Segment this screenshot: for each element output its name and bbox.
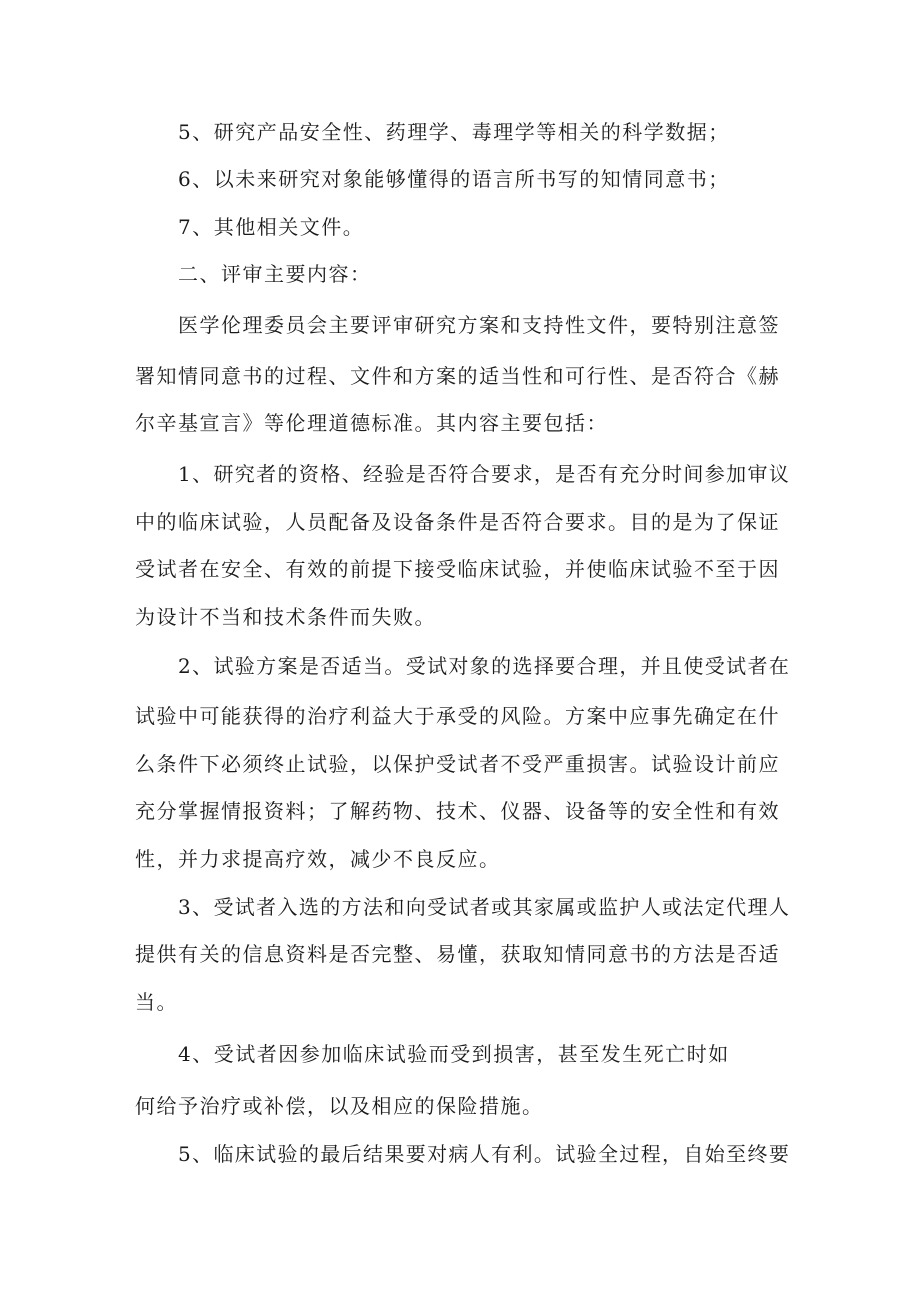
text-line: 当。 bbox=[135, 990, 178, 1014]
text-line: 4、受试者因参加临床试验而受到损害，甚至发生死亡时如 bbox=[178, 1042, 730, 1066]
text-line: 5、研究产品安全性、药理学、毒理学等相关的科学数据； bbox=[178, 120, 730, 144]
text-line: 7、其他相关文件。 bbox=[178, 215, 365, 239]
text-line: 尔辛基宣言》等伦理道德标准。其内容主要包括： bbox=[135, 411, 608, 435]
text-line: 1、研究者的资格、经验是否符合要求，是否有充分时间参加审议 bbox=[178, 462, 791, 486]
text-line: 为设计不当和技术条件而失败。 bbox=[135, 605, 436, 629]
text-line: 提供有关的信息资料是否完整、易懂，获取知情同意书的方法是否适 bbox=[135, 942, 780, 966]
text-line: 6、以未来研究对象能够懂得的语言所书写的知情同意书； bbox=[178, 167, 730, 191]
text-line: 中的临床试验，人员配备及设备条件是否符合要求。目的是为了保证 bbox=[135, 510, 780, 534]
text-line: 医学伦理委员会主要评审研究方案和支持性文件，要特别注意签 bbox=[178, 313, 780, 337]
text-line: 2、试验方案是否适当。受试对象的选择要合理，并且使受试者在 bbox=[178, 654, 791, 678]
text-line: 5、临床试验的最后结果要对病人有利。试验全过程，自始至终要 bbox=[178, 1142, 791, 1166]
text-line: 么条件下必须终止试验，以保护受试者不受严重损害。试验设计前应 bbox=[135, 752, 780, 776]
text-line: 性，并力求提高疗效，减少不良反应。 bbox=[135, 847, 501, 871]
text-line: 署知情同意书的过程、文件和方案的适当性和可行性、是否符合《赫 bbox=[135, 364, 780, 388]
section-heading: 二、评审主要内容： bbox=[178, 262, 372, 286]
text-line: 3、受试者入选的方法和向受试者或其家属或监护人或法定代理人 bbox=[178, 895, 791, 919]
text-line: 受试者在安全、有效的前提下接受临床试验，并使临床试验不至于因 bbox=[135, 557, 780, 581]
text-line: 充分掌握情报资料；了解药物、技术、仪器、设备等的安全性和有效 bbox=[135, 799, 780, 823]
text-line: 试验中可能获得的治疗利益大于承受的风险。方案中应事先确定在什 bbox=[135, 704, 780, 728]
text-line: 何给予治疗或补偿，以及相应的保险措施。 bbox=[135, 1094, 544, 1118]
